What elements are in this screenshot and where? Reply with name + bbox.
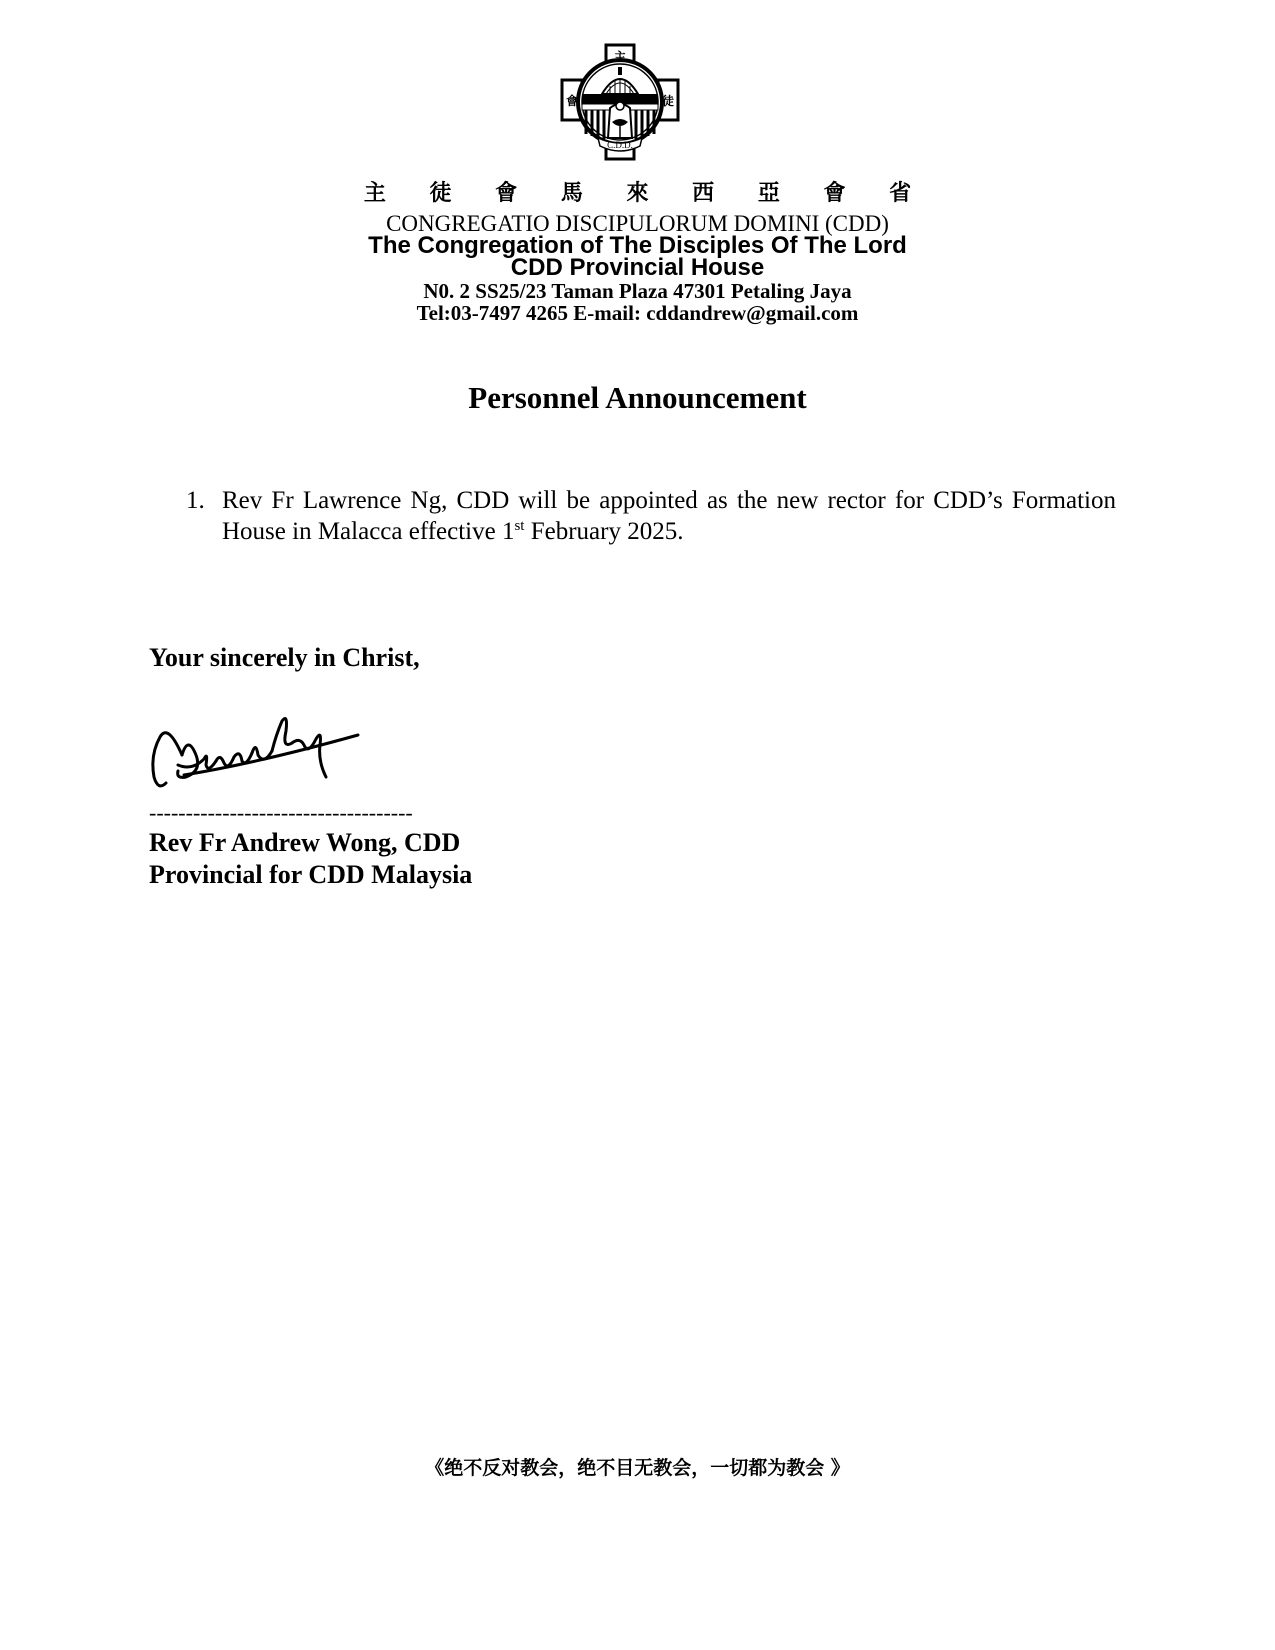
latin-name: CONGREGATIO DISCIPULORUM DOMINI (CDD) [386, 211, 889, 236]
svg-text:C.D.D.: C.D.D. [607, 140, 633, 150]
list-item-text [222, 485, 1116, 547]
chinese-name: 主 徒 會 馬 來 西 亞 會 省 [363, 181, 930, 206]
cdd-seal-logo-icon [560, 42, 680, 162]
house-name: CDD Provincial House [510, 254, 765, 281]
footer-motto: 《绝不反对教会，绝不目无教会，一切都为教会 》 [425, 1457, 850, 1479]
list-item-text-main: Rev Fr Lawrence Ng, CDD will be appointed as the new rector for CDD’s Formation House in Malacca effective 1 [222, 487, 1116, 545]
announcement-list [186, 485, 1116, 547]
closing-line: Your sincerely in Christ, [149, 643, 420, 672]
contact-info: Tel:03-7497 4265 E-mail: cddandrew@gmail.com [416, 301, 859, 325]
handwritten-signature-icon [148, 715, 378, 805]
document-title: Personnel Announcement [468, 380, 807, 415]
list-item [186, 485, 1116, 547]
signature-line: ------------------------------------ [149, 800, 413, 825]
list-item-number: 1. [186, 487, 205, 514]
address: N0. 2 SS25/23 Taman Plaza 47301 Petaling Jaya [423, 279, 852, 303]
english-name: The Congregation of The Disciples Of The Lord [368, 232, 907, 259]
svg-text:徒: 徒 [661, 94, 675, 108]
signer-name: Rev Fr Andrew Wong, CDD [149, 828, 461, 857]
svg-text:主: 主 [613, 50, 627, 64]
signer-title: Provincial for CDD Malaysia [149, 860, 473, 889]
list-item-superscript: st [514, 518, 525, 534]
svg-text:會: 會 [565, 94, 579, 108]
list-item-text-end: February 2025. [524, 518, 684, 545]
